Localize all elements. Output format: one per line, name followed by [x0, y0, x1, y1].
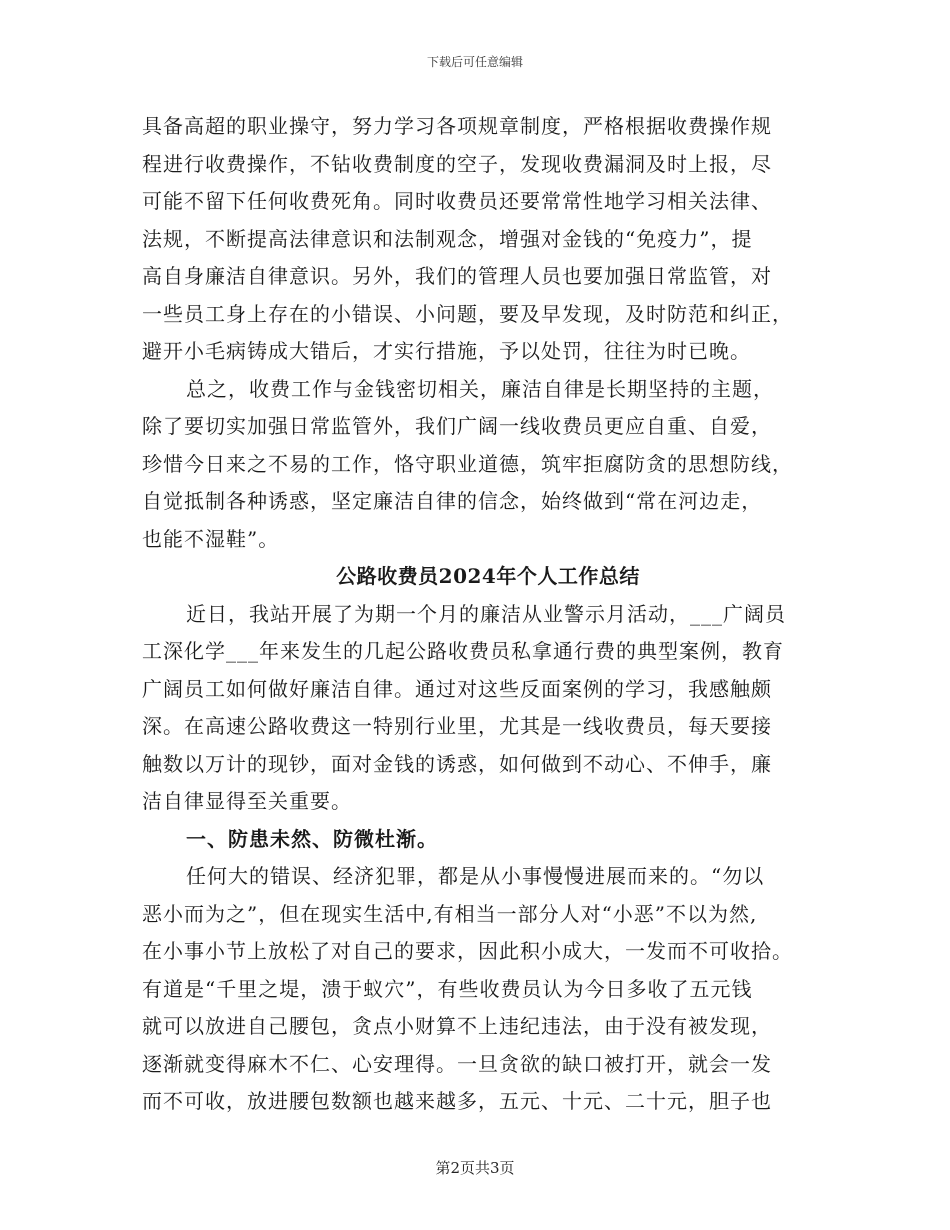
text-line: 有道是“千里之堤，溃于蚁穴”，有些收费员认为今日多收了五元钱 [142, 976, 753, 1001]
text-line: 洁自律显得至关重要。 [142, 789, 352, 813]
point-paragraph [142, 858, 822, 1121]
text-line: 任何大的错误、经济犯罪，都是从小事慢慢进展而来的。“勿以 [186, 864, 765, 888]
page-footer: 第2页共3页 [435, 1159, 515, 1177]
text-line: 程进行收费操作，不钻收费制度的空子，发现收费漏洞及时上报，尽 [142, 151, 772, 176]
continued-paragraph [142, 108, 822, 371]
text-line: 而不可收，放进腰包数额也越来越多，五元、十元、二十元，胆子也 [142, 1089, 772, 1113]
text-line: 逐渐就变得麻木不仁、心安理得。一旦贪欲的缺口被打开，就会一发 [142, 1051, 772, 1076]
text-line: 可能不留下任何收费死角。同时收费员还要常常性地学习相关法律、 [142, 189, 772, 213]
text-line: 近日，我站开展了为期一个月的廉洁从业警示月活动，___广阔员 [186, 601, 786, 626]
subheading: 一、防患未然、防微杜渐。 [186, 826, 438, 851]
text-line: 除了要切实加强日常监管外，我们广阔一线收费员更应自重、自爱， [142, 414, 772, 438]
text-line: 在小事小节上放松了对自己的要求，因此积小成大，一发而不可收拾。 [142, 939, 793, 963]
text-line: 法规，不断提高法律意识和法制观念，增强对金钱的“免疫力”，提 [142, 226, 753, 251]
summary-paragraph [142, 371, 822, 559]
document-body [142, 108, 822, 1121]
text-line: 触数以万计的现钞，面对金钱的诱惑，如何做到不动心、不伸手，廉 [142, 751, 772, 776]
section-title: 公路收费员2024年个人工作总结 [336, 564, 640, 588]
text-line: 一些员工身上存在的小错误、小问题，要及早发现，及时防范和纠正， [142, 301, 793, 326]
text-line: 具备高超的职业操守，努力学习各项规章制度，严格根据收费操作规 [142, 114, 772, 138]
text-line: 也能不湿鞋”。 [142, 526, 280, 551]
page-header: 下载后可任意编辑 [426, 55, 523, 69]
text-line: 就可以放进自己腰包，贪点小财算不上违纪违法，由于没有被发现， [142, 1014, 772, 1038]
text-line: 高自身廉洁自律意识。另外，我们的管理人员也要加强日常监管，对 [142, 264, 772, 288]
text-line: 总之，收费工作与金钱密切相关，廉洁自律是长期坚持的主题， [186, 376, 774, 401]
intro-paragraph [142, 596, 822, 821]
text-line: 珍惜今日来之不易的工作，恪守职业道德，筑牢拒腐防贪的思想防线， [142, 451, 793, 476]
text-line: 广阔员工如何做好廉洁自律。通过对这些反面案例的学习，我感触颇 [142, 676, 772, 701]
text-line: 避开小毛病铸成大错后，才实行措施，予以处罚，往往为时已晚。 [142, 339, 751, 363]
text-line: 工深化学___年来发生的几起公路收费员私拿通行费的典型案例，教育 [142, 639, 784, 663]
text-line: 恶小而为之”，但在现实生活中,有相当一部分人对“小恶”不以为然, [142, 901, 758, 926]
text-line: 自觉抵制各种诱惑，坚定廉洁自律的信念，始终做到“常在河边走， [142, 489, 763, 513]
text-line: 深。在高速公路收费这一特别行业里，尤其是一线收费员，每天要接 [142, 714, 772, 738]
